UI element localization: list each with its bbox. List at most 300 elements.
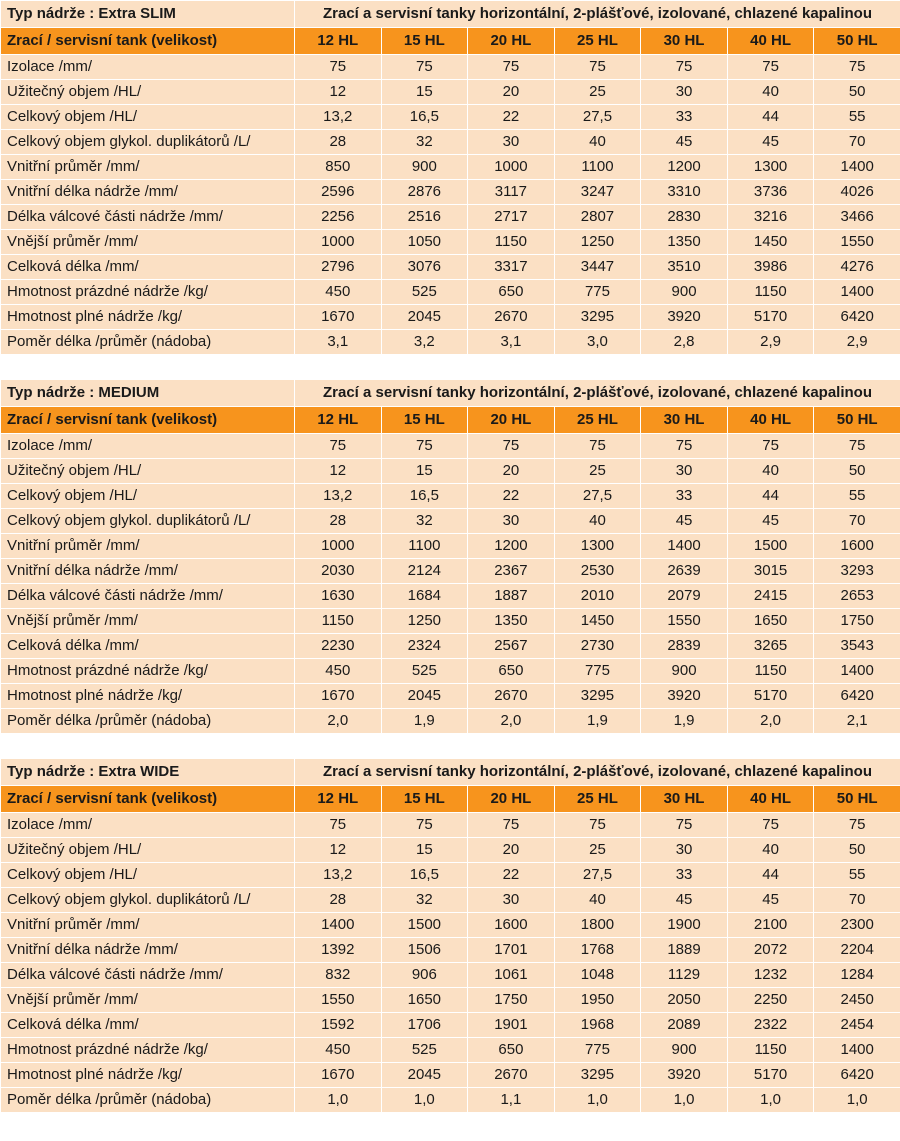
value-cell: 45 xyxy=(641,509,728,534)
value-cell: 1684 xyxy=(381,584,468,609)
value-cell: 3247 xyxy=(554,180,641,205)
size-header-cell: 30 HL xyxy=(641,407,728,434)
value-cell: 1592 xyxy=(295,1013,382,1038)
value-cell: 2516 xyxy=(381,205,468,230)
size-header-cell: 50 HL xyxy=(814,28,900,55)
value-cell: 775 xyxy=(554,1038,641,1063)
value-cell: 1150 xyxy=(295,609,382,634)
table-row xyxy=(1,1038,900,1063)
value-cell: 45 xyxy=(641,888,728,913)
value-cell: 30 xyxy=(468,888,555,913)
value-cell: 1768 xyxy=(554,938,641,963)
size-header-cell: 20 HL xyxy=(468,407,555,434)
value-cell: 1150 xyxy=(727,659,814,684)
value-cell: 1950 xyxy=(554,988,641,1013)
value-cell: 20 xyxy=(468,80,555,105)
value-cell: 1,1 xyxy=(468,1088,555,1113)
value-cell: 1887 xyxy=(468,584,555,609)
value-cell: 15 xyxy=(381,459,468,484)
value-cell: 1284 xyxy=(814,963,900,988)
row-label: Celkový objem glykol. duplikátorů /L/ xyxy=(1,888,295,913)
row-label: Vnitřní průměr /mm/ xyxy=(1,913,295,938)
table-row xyxy=(1,684,900,709)
value-cell: 2322 xyxy=(727,1013,814,1038)
table-row xyxy=(1,459,900,484)
value-cell: 2,0 xyxy=(468,709,555,734)
value-cell: 450 xyxy=(295,280,382,305)
row-label: Poměr délka /průměr (nádoba) xyxy=(1,1088,295,1113)
tank-description: Zrací a servisní tanky horizontální, 2-plášťové, izolované, chlazené kapalinou xyxy=(295,1,900,28)
value-cell: 3920 xyxy=(641,305,728,330)
value-cell: 75 xyxy=(468,55,555,80)
row-label: Izolace /mm/ xyxy=(1,55,295,80)
row-label: Celkový objem /HL/ xyxy=(1,484,295,509)
row-label: Celkový objem /HL/ xyxy=(1,863,295,888)
table-row xyxy=(1,709,900,734)
value-cell: 75 xyxy=(814,813,900,838)
value-cell: 1706 xyxy=(381,1013,468,1038)
row-label: Hmotnost prázdné nádrže /kg/ xyxy=(1,1038,295,1063)
value-cell: 3076 xyxy=(381,255,468,280)
value-cell: 3295 xyxy=(554,305,641,330)
value-cell: 1670 xyxy=(295,305,382,330)
value-cell: 1350 xyxy=(468,609,555,634)
value-cell: 12 xyxy=(295,838,382,863)
row-label: Celková délka /mm/ xyxy=(1,255,295,280)
value-cell: 1250 xyxy=(554,230,641,255)
value-cell: 45 xyxy=(727,509,814,534)
value-cell: 75 xyxy=(468,813,555,838)
value-cell: 40 xyxy=(554,130,641,155)
value-cell: 3736 xyxy=(727,180,814,205)
value-cell: 1,0 xyxy=(554,1088,641,1113)
size-header-cell: 12 HL xyxy=(295,786,382,813)
value-cell: 1400 xyxy=(295,913,382,938)
value-cell: 44 xyxy=(727,105,814,130)
value-cell: 1506 xyxy=(381,938,468,963)
table-row xyxy=(1,509,900,534)
value-cell: 3265 xyxy=(727,634,814,659)
value-cell: 55 xyxy=(814,863,900,888)
value-cell: 6420 xyxy=(814,684,900,709)
row-label: Hmotnost prázdné nádrže /kg/ xyxy=(1,659,295,684)
value-cell: 3317 xyxy=(468,255,555,280)
value-cell: 2324 xyxy=(381,634,468,659)
value-cell: 650 xyxy=(468,280,555,305)
value-cell: 13,2 xyxy=(295,105,382,130)
value-cell: 16,5 xyxy=(381,105,468,130)
value-cell: 1250 xyxy=(381,609,468,634)
value-cell: 1630 xyxy=(295,584,382,609)
value-cell: 22 xyxy=(468,484,555,509)
value-cell: 40 xyxy=(727,80,814,105)
size-row-label: Zrací / servisní tank (velikost) xyxy=(1,28,295,55)
value-cell: 2670 xyxy=(468,684,555,709)
tank-description: Zrací a servisní tanky horizontální, 2-plášťové, izolované, chlazené kapalinou xyxy=(295,380,900,407)
value-cell: 2796 xyxy=(295,255,382,280)
value-cell: 2204 xyxy=(814,938,900,963)
value-cell: 30 xyxy=(468,509,555,534)
table-row xyxy=(1,888,900,913)
value-cell: 40 xyxy=(727,838,814,863)
value-cell: 33 xyxy=(641,105,728,130)
row-label: Hmotnost prázdné nádrže /kg/ xyxy=(1,280,295,305)
value-cell: 1150 xyxy=(727,280,814,305)
value-cell: 2010 xyxy=(554,584,641,609)
table-row xyxy=(1,1013,900,1038)
size-row-label: Zrací / servisní tank (velikost) xyxy=(1,786,295,813)
value-cell: 525 xyxy=(381,659,468,684)
value-cell: 75 xyxy=(295,813,382,838)
value-cell: 28 xyxy=(295,130,382,155)
size-header-cell: 15 HL xyxy=(381,28,468,55)
spec-table-extra-slim xyxy=(0,0,900,355)
row-label: Hmotnost plné nádrže /kg/ xyxy=(1,684,295,709)
value-cell: 1100 xyxy=(381,534,468,559)
value-cell: 2,0 xyxy=(295,709,382,734)
row-label: Délka válcové části nádrže /mm/ xyxy=(1,584,295,609)
value-cell: 775 xyxy=(554,280,641,305)
value-cell: 650 xyxy=(468,659,555,684)
value-cell: 30 xyxy=(641,80,728,105)
row-label: Vnitřní průměr /mm/ xyxy=(1,155,295,180)
value-cell: 1889 xyxy=(641,938,728,963)
value-cell: 2670 xyxy=(468,305,555,330)
table-title-row xyxy=(1,1,900,28)
value-cell: 12 xyxy=(295,80,382,105)
table-row xyxy=(1,180,900,205)
value-cell: 650 xyxy=(468,1038,555,1063)
table-row xyxy=(1,863,900,888)
value-cell: 1650 xyxy=(381,988,468,1013)
value-cell: 900 xyxy=(641,1038,728,1063)
value-cell: 3,1 xyxy=(295,330,382,355)
size-header-cell: 12 HL xyxy=(295,28,382,55)
value-cell: 1650 xyxy=(727,609,814,634)
row-label: Vnitřní délka nádrže /mm/ xyxy=(1,180,295,205)
value-cell: 32 xyxy=(381,888,468,913)
value-cell: 2,9 xyxy=(814,330,900,355)
table-separator xyxy=(0,355,900,379)
value-cell: 900 xyxy=(641,280,728,305)
table-row xyxy=(1,938,900,963)
row-label: Celkový objem /HL/ xyxy=(1,105,295,130)
size-header-row xyxy=(1,28,900,55)
value-cell: 44 xyxy=(727,484,814,509)
value-cell: 3466 xyxy=(814,205,900,230)
row-label: Poměr délka /průměr (nádoba) xyxy=(1,330,295,355)
value-cell: 900 xyxy=(381,155,468,180)
tank-description: Zrací a servisní tanky horizontální, 2-plášťové, izolované, chlazené kapalinou xyxy=(295,759,900,786)
value-cell: 2050 xyxy=(641,988,728,1013)
value-cell: 3,1 xyxy=(468,330,555,355)
value-cell: 33 xyxy=(641,484,728,509)
value-cell: 25 xyxy=(554,459,641,484)
value-cell: 1150 xyxy=(468,230,555,255)
row-label: Vnější průměr /mm/ xyxy=(1,609,295,634)
table-row xyxy=(1,205,900,230)
value-cell: 1300 xyxy=(727,155,814,180)
value-cell: 22 xyxy=(468,863,555,888)
value-cell: 3,0 xyxy=(554,330,641,355)
row-label: Izolace /mm/ xyxy=(1,813,295,838)
size-header-cell: 25 HL xyxy=(554,786,641,813)
table-row xyxy=(1,230,900,255)
value-cell: 40 xyxy=(554,509,641,534)
value-cell: 75 xyxy=(295,434,382,459)
value-cell: 75 xyxy=(814,55,900,80)
value-cell: 1600 xyxy=(814,534,900,559)
value-cell: 3920 xyxy=(641,1063,728,1088)
value-cell: 1129 xyxy=(641,963,728,988)
table-row xyxy=(1,130,900,155)
value-cell: 1350 xyxy=(641,230,728,255)
value-cell: 32 xyxy=(381,130,468,155)
value-cell: 4026 xyxy=(814,180,900,205)
value-cell: 3,2 xyxy=(381,330,468,355)
row-label: Vnitřní délka nádrže /mm/ xyxy=(1,559,295,584)
value-cell: 30 xyxy=(641,459,728,484)
row-label: Délka válcové části nádrže /mm/ xyxy=(1,963,295,988)
value-cell: 1901 xyxy=(468,1013,555,1038)
value-cell: 75 xyxy=(381,55,468,80)
value-cell: 28 xyxy=(295,888,382,913)
size-header-cell: 40 HL xyxy=(727,28,814,55)
value-cell: 3295 xyxy=(554,684,641,709)
value-cell: 2653 xyxy=(814,584,900,609)
value-cell: 3015 xyxy=(727,559,814,584)
value-cell: 1400 xyxy=(814,659,900,684)
value-cell: 30 xyxy=(468,130,555,155)
size-header-row xyxy=(1,786,900,813)
value-cell: 2450 xyxy=(814,988,900,1013)
value-cell: 1,9 xyxy=(641,709,728,734)
value-cell: 1550 xyxy=(295,988,382,1013)
row-label: Užitečný objem /HL/ xyxy=(1,838,295,863)
value-cell: 1000 xyxy=(295,534,382,559)
value-cell: 1500 xyxy=(727,534,814,559)
value-cell: 2045 xyxy=(381,1063,468,1088)
row-label: Celková délka /mm/ xyxy=(1,1013,295,1038)
value-cell: 1000 xyxy=(468,155,555,180)
value-cell: 832 xyxy=(295,963,382,988)
value-cell: 1300 xyxy=(554,534,641,559)
value-cell: 15 xyxy=(381,80,468,105)
value-cell: 2670 xyxy=(468,1063,555,1088)
value-cell: 1500 xyxy=(381,913,468,938)
value-cell: 75 xyxy=(641,434,728,459)
table-row xyxy=(1,434,900,459)
value-cell: 1,0 xyxy=(814,1088,900,1113)
value-cell: 45 xyxy=(727,888,814,913)
row-label: Celkový objem glykol. duplikátorů /L/ xyxy=(1,509,295,534)
row-label: Hmotnost plné nádrže /kg/ xyxy=(1,305,295,330)
value-cell: 32 xyxy=(381,509,468,534)
size-header-cell: 12 HL xyxy=(295,407,382,434)
row-label: Hmotnost plné nádrže /kg/ xyxy=(1,1063,295,1088)
value-cell: 3310 xyxy=(641,180,728,205)
size-header-cell: 30 HL xyxy=(641,28,728,55)
value-cell: 2256 xyxy=(295,205,382,230)
table-title-row xyxy=(1,759,900,786)
value-cell: 2530 xyxy=(554,559,641,584)
value-cell: 1000 xyxy=(295,230,382,255)
size-header-cell: 50 HL xyxy=(814,786,900,813)
value-cell: 1061 xyxy=(468,963,555,988)
value-cell: 1150 xyxy=(727,1038,814,1063)
table-row xyxy=(1,534,900,559)
value-cell: 3920 xyxy=(641,684,728,709)
table-row xyxy=(1,913,900,938)
size-header-cell: 20 HL xyxy=(468,28,555,55)
row-label: Vnější průměr /mm/ xyxy=(1,230,295,255)
value-cell: 70 xyxy=(814,130,900,155)
value-cell: 525 xyxy=(381,1038,468,1063)
value-cell: 6420 xyxy=(814,305,900,330)
value-cell: 75 xyxy=(727,813,814,838)
value-cell: 75 xyxy=(554,55,641,80)
value-cell: 2415 xyxy=(727,584,814,609)
row-label: Celková délka /mm/ xyxy=(1,634,295,659)
value-cell: 16,5 xyxy=(381,863,468,888)
table-row xyxy=(1,813,900,838)
table-row xyxy=(1,1063,900,1088)
value-cell: 55 xyxy=(814,105,900,130)
value-cell: 1701 xyxy=(468,938,555,963)
size-header-row xyxy=(1,407,900,434)
size-header-cell: 50 HL xyxy=(814,407,900,434)
value-cell: 1,9 xyxy=(381,709,468,734)
table-row xyxy=(1,330,900,355)
value-cell: 25 xyxy=(554,80,641,105)
value-cell: 1750 xyxy=(468,988,555,1013)
value-cell: 2830 xyxy=(641,205,728,230)
value-cell: 15 xyxy=(381,838,468,863)
value-cell: 70 xyxy=(814,509,900,534)
value-cell: 50 xyxy=(814,80,900,105)
value-cell: 1050 xyxy=(381,230,468,255)
value-cell: 3447 xyxy=(554,255,641,280)
value-cell: 3293 xyxy=(814,559,900,584)
size-header-cell: 25 HL xyxy=(554,28,641,55)
value-cell: 75 xyxy=(468,434,555,459)
value-cell: 25 xyxy=(554,838,641,863)
value-cell: 450 xyxy=(295,659,382,684)
value-cell: 75 xyxy=(381,434,468,459)
row-label: Délka válcové části nádrže /mm/ xyxy=(1,205,295,230)
table-row xyxy=(1,963,900,988)
spec-table-medium xyxy=(0,379,900,734)
value-cell: 2454 xyxy=(814,1013,900,1038)
value-cell: 1968 xyxy=(554,1013,641,1038)
value-cell: 2100 xyxy=(727,913,814,938)
table-row xyxy=(1,988,900,1013)
value-cell: 2230 xyxy=(295,634,382,659)
value-cell: 2807 xyxy=(554,205,641,230)
value-cell: 45 xyxy=(727,130,814,155)
size-header-cell: 15 HL xyxy=(381,786,468,813)
value-cell: 2596 xyxy=(295,180,382,205)
value-cell: 50 xyxy=(814,459,900,484)
value-cell: 2300 xyxy=(814,913,900,938)
value-cell: 2367 xyxy=(468,559,555,584)
value-cell: 1550 xyxy=(814,230,900,255)
value-cell: 2717 xyxy=(468,205,555,230)
table-row xyxy=(1,80,900,105)
row-label: Vnitřní délka nádrže /mm/ xyxy=(1,938,295,963)
value-cell: 1392 xyxy=(295,938,382,963)
table-row xyxy=(1,559,900,584)
value-cell: 1048 xyxy=(554,963,641,988)
size-row-label: Zrací / servisní tank (velikost) xyxy=(1,407,295,434)
value-cell: 2045 xyxy=(381,305,468,330)
value-cell: 55 xyxy=(814,484,900,509)
value-cell: 2030 xyxy=(295,559,382,584)
value-cell: 3117 xyxy=(468,180,555,205)
value-cell: 2567 xyxy=(468,634,555,659)
table-row xyxy=(1,280,900,305)
value-cell: 1400 xyxy=(641,534,728,559)
tank-type-label: Typ nádrže : Extra WIDE xyxy=(1,759,295,786)
table-row xyxy=(1,634,900,659)
value-cell: 4276 xyxy=(814,255,900,280)
value-cell: 1,9 xyxy=(554,709,641,734)
value-cell: 28 xyxy=(295,509,382,534)
size-header-cell: 20 HL xyxy=(468,786,555,813)
value-cell: 1,0 xyxy=(295,1088,382,1113)
table-row xyxy=(1,105,900,130)
value-cell: 12 xyxy=(295,459,382,484)
row-label: Izolace /mm/ xyxy=(1,434,295,459)
value-cell: 2,0 xyxy=(727,709,814,734)
value-cell: 1450 xyxy=(727,230,814,255)
value-cell: 3543 xyxy=(814,634,900,659)
value-cell: 2,8 xyxy=(641,330,728,355)
value-cell: 1,0 xyxy=(381,1088,468,1113)
value-cell: 1670 xyxy=(295,1063,382,1088)
table-row xyxy=(1,155,900,180)
value-cell: 1,0 xyxy=(727,1088,814,1113)
value-cell: 44 xyxy=(727,863,814,888)
value-cell: 75 xyxy=(814,434,900,459)
value-cell: 75 xyxy=(554,813,641,838)
value-cell: 1400 xyxy=(814,155,900,180)
value-cell: 70 xyxy=(814,888,900,913)
value-cell: 2839 xyxy=(641,634,728,659)
value-cell: 2072 xyxy=(727,938,814,963)
value-cell: 775 xyxy=(554,659,641,684)
value-cell: 525 xyxy=(381,280,468,305)
value-cell: 27,5 xyxy=(554,105,641,130)
value-cell: 1,0 xyxy=(641,1088,728,1113)
value-cell: 33 xyxy=(641,863,728,888)
table-row xyxy=(1,1088,900,1113)
value-cell: 850 xyxy=(295,155,382,180)
value-cell: 75 xyxy=(727,55,814,80)
value-cell: 2124 xyxy=(381,559,468,584)
value-cell: 75 xyxy=(295,55,382,80)
value-cell: 5170 xyxy=(727,305,814,330)
value-cell: 1232 xyxy=(727,963,814,988)
value-cell: 1450 xyxy=(554,609,641,634)
value-cell: 906 xyxy=(381,963,468,988)
value-cell: 5170 xyxy=(727,1063,814,1088)
value-cell: 2045 xyxy=(381,684,468,709)
row-label: Užitečný objem /HL/ xyxy=(1,80,295,105)
value-cell: 1400 xyxy=(814,280,900,305)
table-row xyxy=(1,609,900,634)
value-cell: 1800 xyxy=(554,913,641,938)
